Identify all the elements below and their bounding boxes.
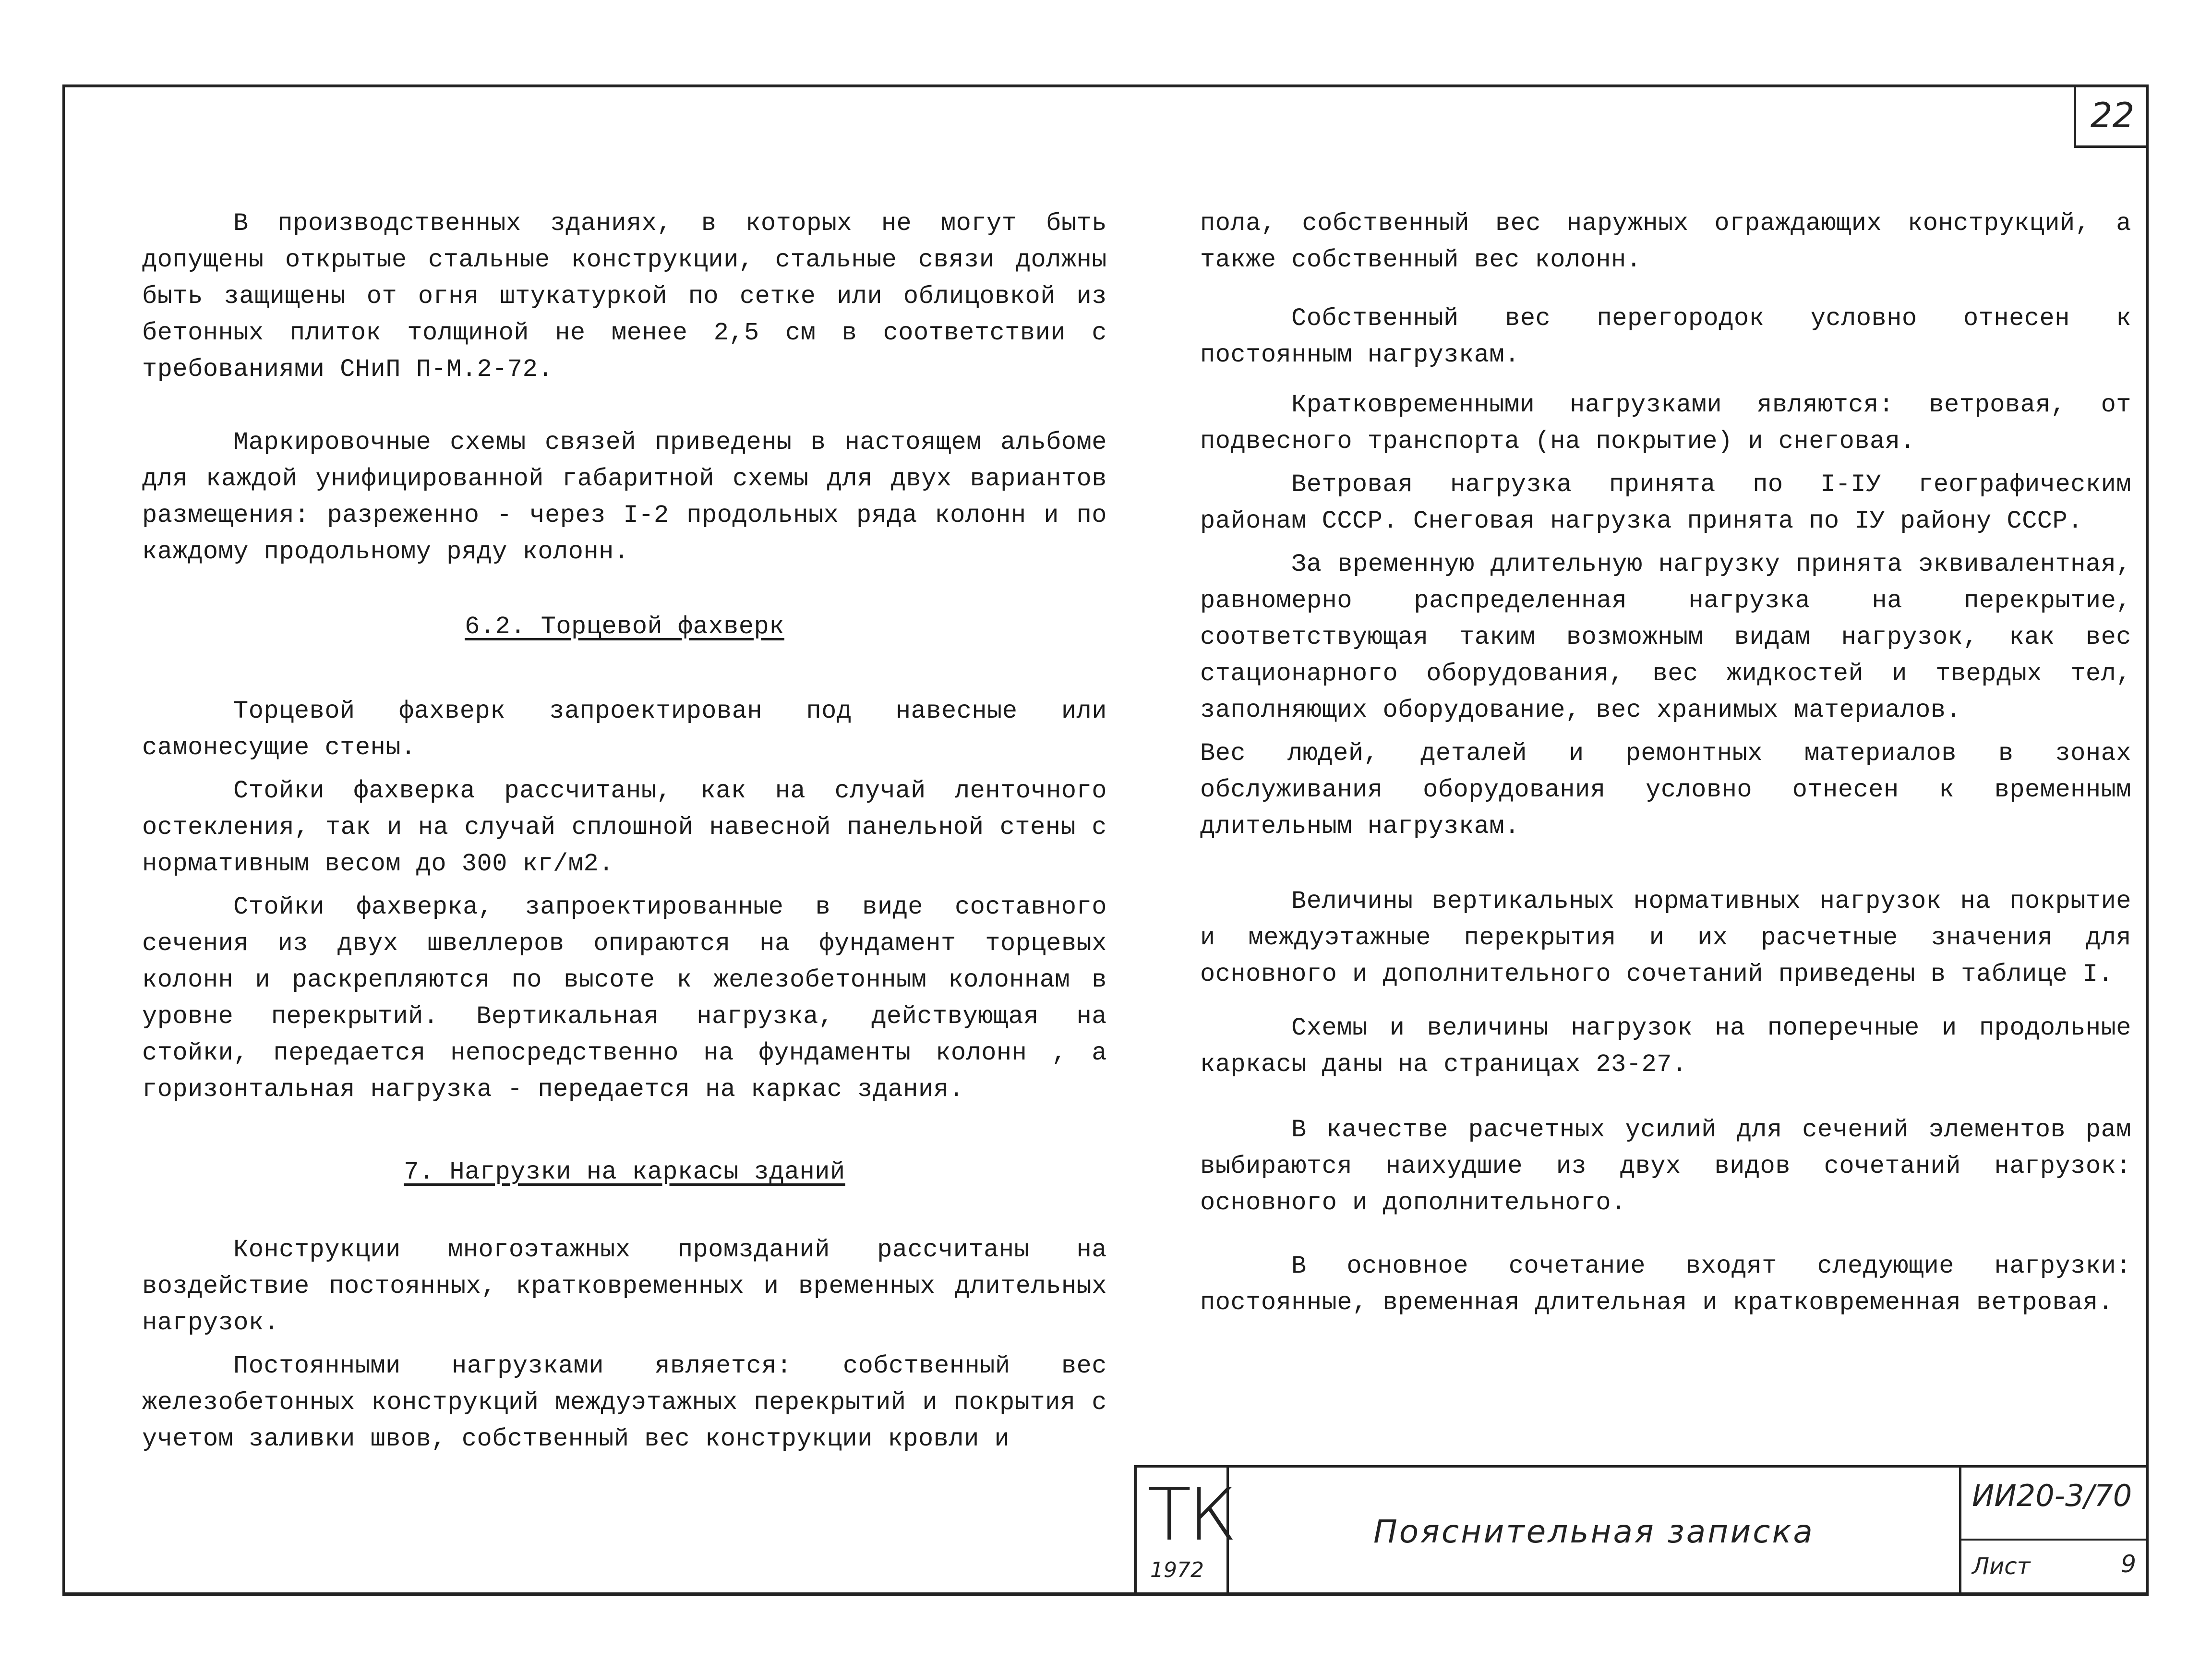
paragraph: Ветровая нагрузка принята по I-IУ географическим районам СССР. Снеговая нагрузка принята по IУ району СССР. bbox=[1200, 470, 2131, 535]
logo-tk: ТК bbox=[1147, 1473, 1234, 1557]
logo-year: 1972 bbox=[1150, 1558, 1204, 1582]
document-code: ИИ20-3/70 bbox=[1972, 1478, 2132, 1513]
divider bbox=[1961, 1539, 2149, 1541]
paragraph: За временную длительную нагрузку принята эквивалентная, равномерно распределенная нагрузка на перекрытие, соответствующая таким возможным видам нагрузок, как вес стационарного оборудования, вес жидкостей и твердых тел, заполняющих оборудование, вес хранимых материалов. bbox=[1200, 550, 2131, 724]
paragraph: Вес людей, деталей и ремонтных материалов в зонах обслуживания оборудования условно отнесен к временным длительным нагрузкам. bbox=[1200, 739, 2131, 841]
section-heading bbox=[142, 609, 1107, 645]
paragraph: В основное сочетание входят следующие нагрузки: постоянные, временная длительная и кратковременная ветровая. bbox=[1200, 1252, 2131, 1317]
paragraph: пола, собственный вес наружных ограждающих конструкций, а также собственный вес колонн. bbox=[1200, 209, 2131, 274]
paragraph: Величины вертикальных нормативных нагрузок на покрытие и междуэтажные перекрытия и их расчетные значения для основного и дополнительного сочетаний приведены в таблице I. bbox=[1200, 887, 2131, 988]
left-column bbox=[142, 205, 1107, 1457]
section-heading-text: 7. Нагрузки на каркасы зданий bbox=[404, 1158, 845, 1186]
paragraph: Стойки фахверка рассчитаны, как на случай ленточного остекления, так и на случай сплошной навесной панельной стены с нормативным весом до 300 кг/м2. bbox=[142, 777, 1107, 878]
section-heading-text: 6.2. Торцевой фахверк bbox=[465, 613, 784, 641]
paragraph: Собственный вес перегородок условно отнесен к постоянным нагрузкам. bbox=[1200, 304, 2131, 369]
paragraph: Стойки фахверка, запроектированные в виде составного сечения из двух швеллеров опираются на фундамент торцевых колонн и раскрепляются по высоте к железобетонным колоннам в уровне перекрытий. Вертикальная нагрузка, действующая на стойки, передается непосредственно на фундаменты колонн , а горизонтальная нагрузка - передается на каркас здания. bbox=[142, 893, 1107, 1104]
paragraph: В производственных зданиях, в которых не могут быть допущены открытые стальные конструкции, стальные связи должны быть защищены от огня штукатуркой по сетке или облицовкой из бетонных плиток толщиной не менее 2,5 см в соответствии с требованиями СНиП П-М.2-72. bbox=[142, 209, 1107, 384]
paragraph: Кратковременными нагрузками являются: ветровая, от подвесного транспорта (на покрытие) и снеговая. bbox=[1200, 391, 2131, 456]
paragraph: Постоянными нагрузками является: собственный вес железобетонных конструкций междуэтажных перекрытий и покрытия с учетом заливки швов, собственный вес конструкции кровли и bbox=[142, 1352, 1107, 1453]
paragraph: Маркировочные схемы связей приведены в настоящем альбоме для каждой унифицированной габаритной схемы для двух вариантов размещения: разреженно - через I-2 продольных ряда колонн и по каждому продольному ряду колонн. bbox=[142, 428, 1107, 566]
paragraph: Схемы и величины нагрузок на поперечные и продольные каркасы даны на страницах 23-27. bbox=[1200, 1014, 2131, 1079]
code-cell bbox=[1961, 1468, 2149, 1596]
document-title: Пояснительная записка bbox=[1229, 1468, 1961, 1596]
logo-cell bbox=[1134, 1468, 1234, 1596]
page-number: 22 bbox=[2074, 84, 2149, 148]
paragraph: В качестве расчетных усилий для сечений элементов рам выбираются наихудшие из двух видов сочетаний нагрузок: основного и дополнительного. bbox=[1200, 1116, 2131, 1217]
paragraph: Конструкции многоэтажных промзданий рассчитаны на воздействие постоянных, кратковременных и временных длительных нагрузок. bbox=[142, 1236, 1107, 1337]
sheet-number: 9 bbox=[2121, 1550, 2136, 1578]
section-heading bbox=[142, 1154, 1107, 1191]
right-column bbox=[1200, 205, 2131, 1321]
sheet-label: Лист bbox=[1972, 1553, 2031, 1580]
paragraph: Торцевой фахверк запроектирован под навесные или самонесущие стены. bbox=[142, 697, 1107, 762]
title-block bbox=[1134, 1465, 2149, 1596]
